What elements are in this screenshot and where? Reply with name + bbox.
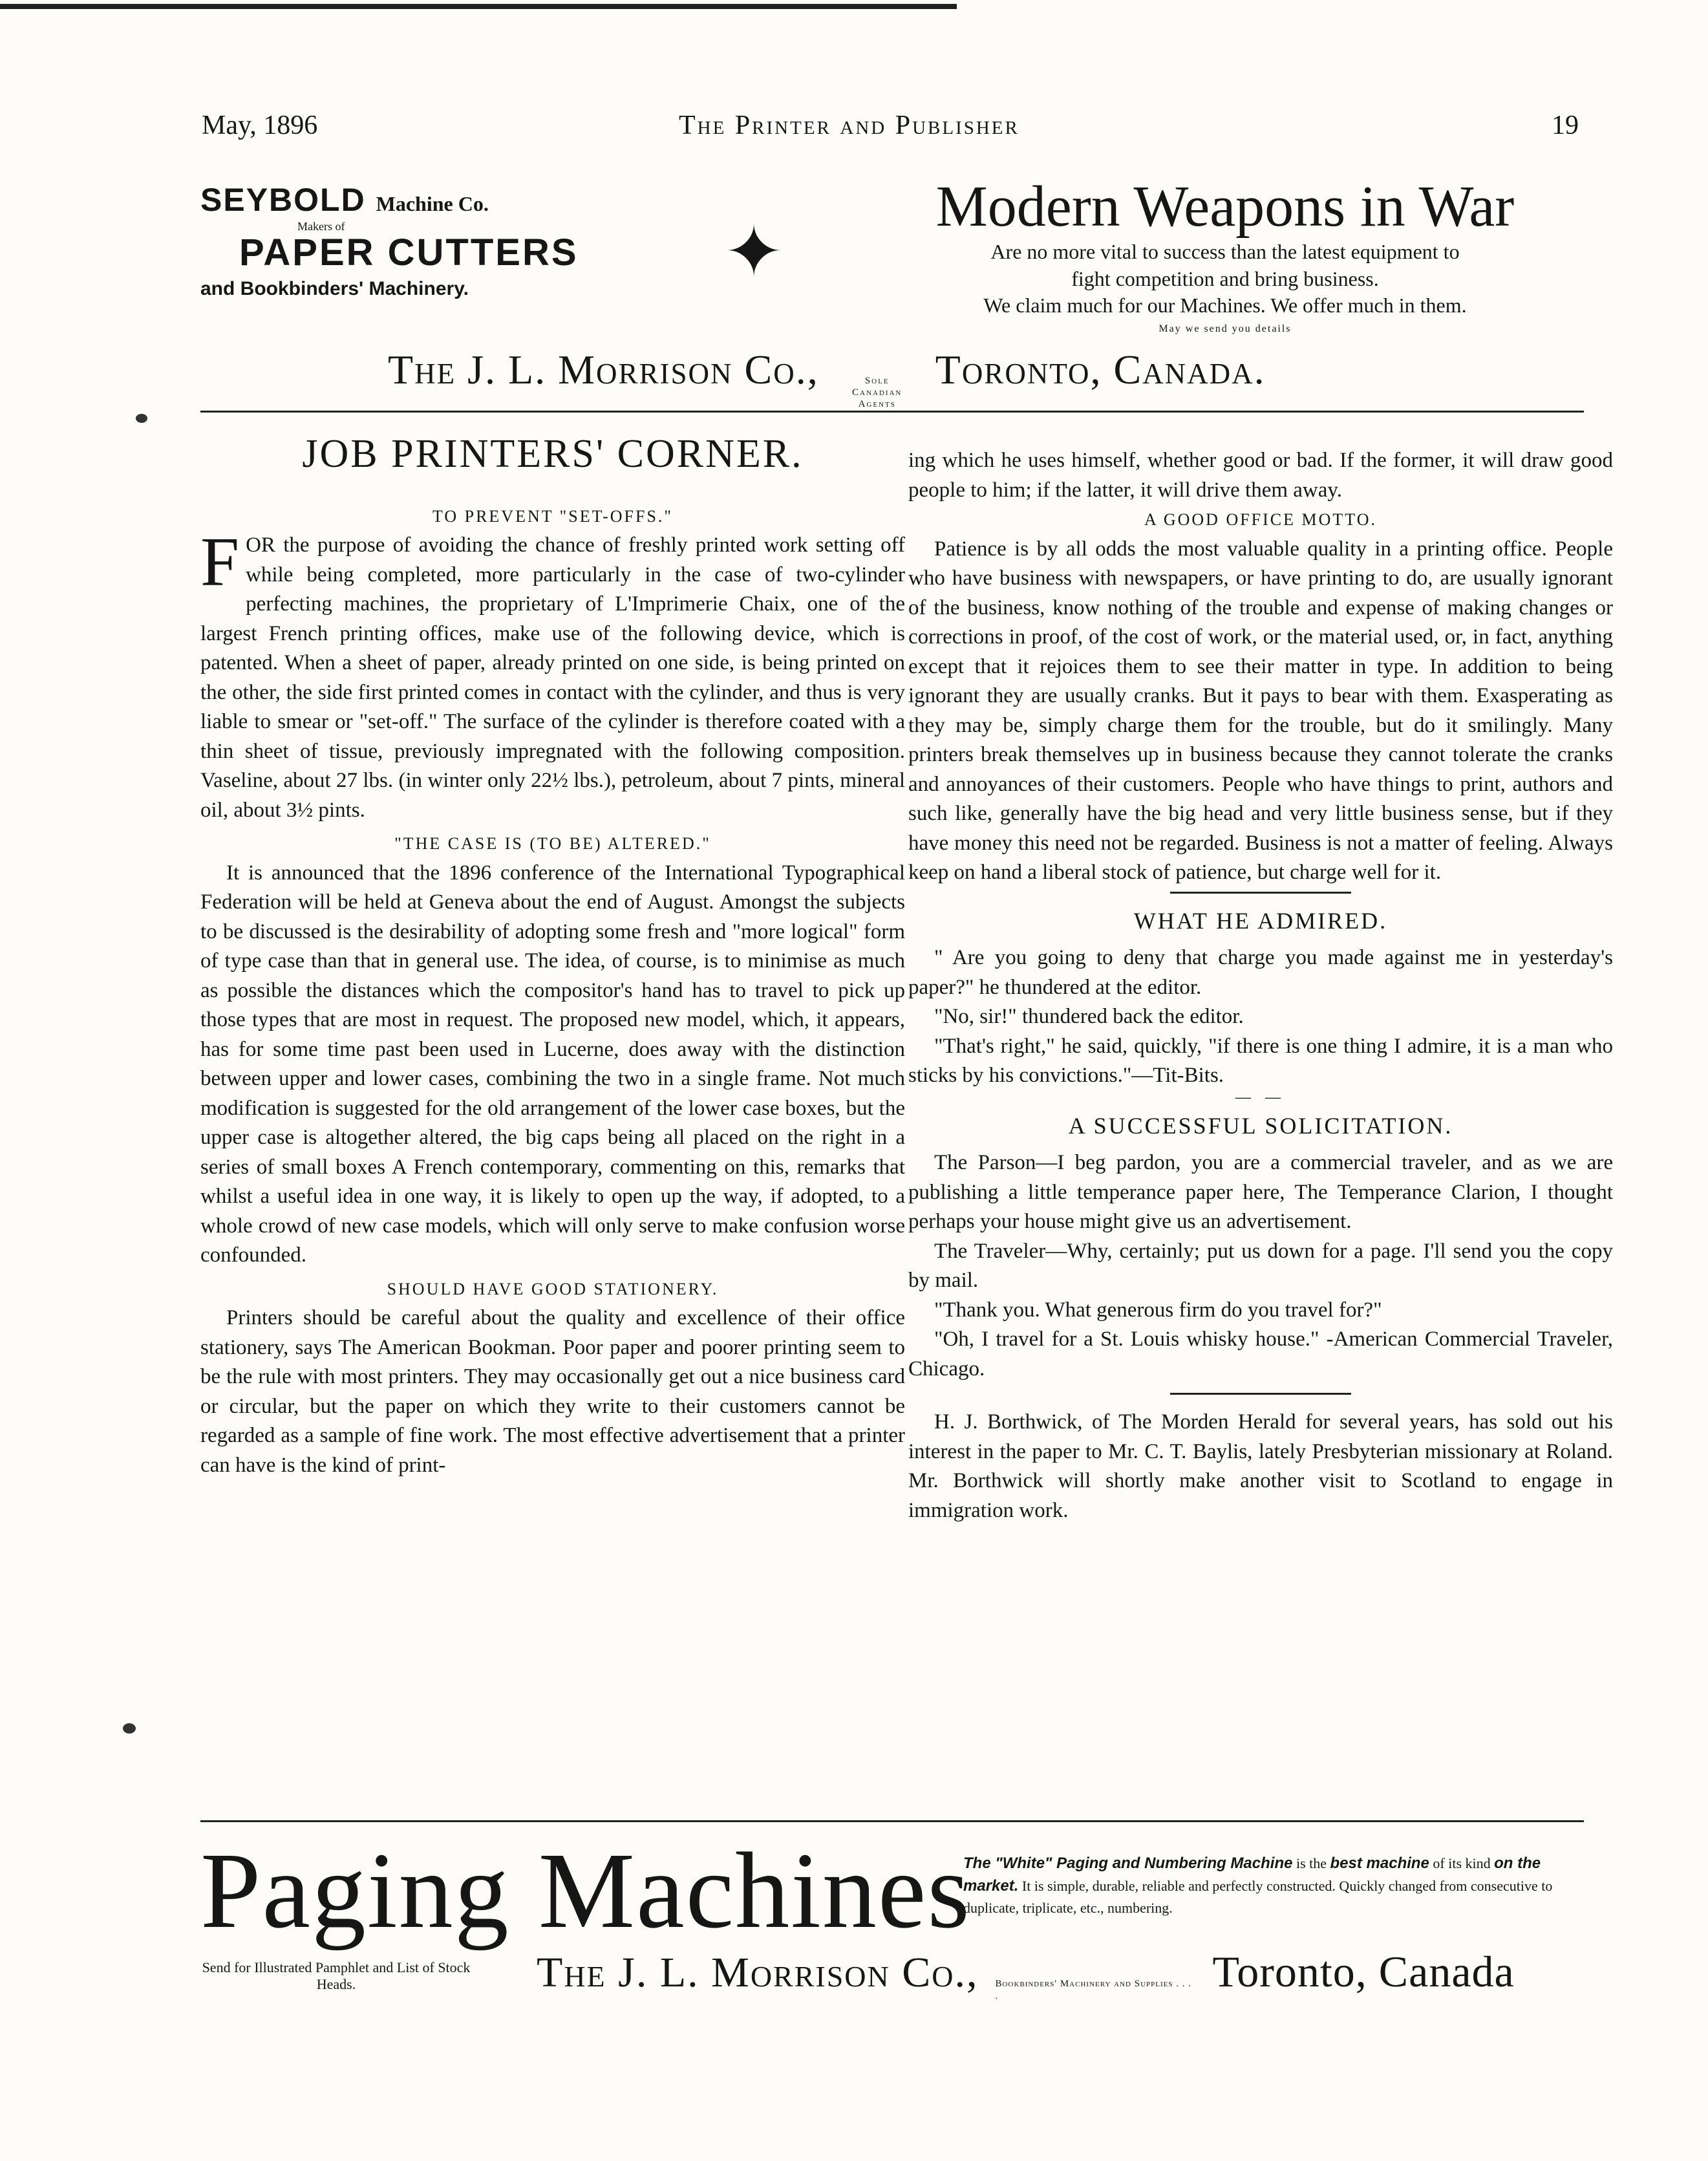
article-paragraph: The Traveler—Why, certainly; put us down for a page. I'll send you the copy by mail. bbox=[908, 1239, 1613, 1292]
section-head: A SUCCESSFUL SOLICITATION. bbox=[1068, 1112, 1453, 1139]
running-header-title: The Printer and Publisher bbox=[679, 111, 1019, 140]
section-rule bbox=[1170, 1393, 1351, 1395]
company-name: The J. L. Morrison Co., bbox=[537, 1949, 979, 1996]
send-for-pamphlet: Send for Illustrated Pamphlet and List of Stock Heads. bbox=[202, 1959, 471, 1993]
seybold-name: SEYBOLD Machine Co. bbox=[200, 182, 489, 218]
article-paragraph: It is announced that the 1896 conference of the International Typographical Federation will be held at Geneva about the end of August. Amongst the subjects to be discussed is the desirability of adopting some fresh and "more logical" form of type case than that in general use. The idea, of course, is to minimise as much as possible the distances which the compositor's hand has to travel to pick up those types that are most in request. The proposed new model, which, it appears, has for some time past been used in Lucerne, does away with the distinction between upper and lower cases, combining the two in a single frame. Not much modification is suggested for the old arrangement of the lower case boxes, but the upper case is altogether altered, the big caps being all placed on the right in a series of small boxes A French contemporary, commenting on this, remarks that whilst a useful idea in one way, it is likely to open up the way, if adopted, to a whole crowd of new case models, which will only serve to make confusion worse confounded. bbox=[200, 861, 905, 1267]
makers-of: Makers of bbox=[297, 220, 345, 233]
article-paragraph: Printers should be careful about the quality and excellence of their office stationery, says The American Bookman. Poor paper and poorer printing seem to be the rule with most printers. They may occasionally get out a nice business card or circular, but the paper on which they write to their customers cannot be regarded as a sample of fine work. The most effective advertisement that a printer can have is the kind of print- bbox=[200, 1306, 905, 1477]
scan-speck bbox=[123, 1723, 136, 1734]
section-head: A GOOD OFFICE MOTTO. bbox=[1144, 510, 1377, 529]
article-left-column bbox=[200, 432, 905, 1480]
divider-rule-bottom bbox=[200, 1820, 1584, 1822]
article-title: JOB PRINTERS' CORNER. bbox=[302, 432, 804, 476]
article-paragraph: ing which he uses himself, whether good or bad. If the former, it will draw good people to him; if the latter, it will drive them away. bbox=[908, 449, 1613, 502]
article-paragraph: H. J. Borthwick, of The Morden Herald for several years, has sold out his interest in the paper to Mr. C. T. Baylis, lately Presbyterian missionary at Roland. Mr. Borthwick will shortly make another visit to Scotland to engage in immigration work. bbox=[908, 1410, 1613, 1522]
morrison-signature-bottom bbox=[537, 1946, 1584, 2003]
ad-line: fight competition and bring business. bbox=[1071, 266, 1379, 290]
section-head: SHOULD HAVE GOOD STATIONERY. bbox=[387, 1279, 719, 1298]
company-city: Toronto, Canada. bbox=[935, 347, 1266, 392]
company-name: The J. L. Morrison Co., bbox=[388, 347, 819, 392]
running-header-date: May, 1896 bbox=[202, 111, 318, 140]
article-paragraph: FOR the purpose of avoiding the chance of freshly printed work setting off while being completed, more particularly in the case of two-cylinder perfecting machines, the proprietary of L'Imprimerie Chaix, one of the largest French printing offices, make use of the following device, which is patented. When a sheet of paper, already printed on one side, is being printed on the other, the side first printed comes in contact with the cylinder, and thus is very liable to smear or "set-off." The surface of the cylinder is therefore coated with a thin sheet of tissue, previously impregnated with the following composition. Vaseline, about 27 lbs. (in winter only 22½ lbs.), petroleum, about 7 pints, mineral oil, about 3½ pints. bbox=[200, 524, 905, 822]
send-details-note: May we send you details bbox=[1158, 323, 1292, 334]
article-paragraph: Patience is by all odds the most valuable quality in a printing office. People who have business with newspapers, or have printing to do, are usually ignorant of the business, know nothing of the trouble and expense of making changes or corrections in proof, of the cost of work, or the material used, or, in fact, anything except that it rejoices them to see their matter in type. In addition to being ignorant they are usually cranks. But it pays to bear with them. Exasperating as they may be, simply charge them for the trouble, but do it smilingly. Many printers break themselves up in business because they cannot tolerate the cranks and annoyances of their customers. People who have things to print, authors and such like, generally have the big head and very little business sense, but if they have money this need not be regarded. Business is not a matter of feeling. Always keep on hand a liberal stock of patience, but charge well for it. bbox=[908, 537, 1613, 884]
seybold-advertisement bbox=[200, 181, 653, 300]
company-city: Toronto, Canada bbox=[1212, 1947, 1515, 1996]
page-number: 19 bbox=[1552, 111, 1579, 140]
ad-line: Are no more vital to success than the latest equipment to bbox=[990, 240, 1460, 263]
paging-machines-headline: Paging Machines bbox=[200, 1831, 971, 1951]
section-rule bbox=[1170, 892, 1351, 894]
modern-weapons-headline: Modern Weapons in War bbox=[935, 175, 1515, 239]
article-paragraph: "Thank you. What generous firm do you travel for?" bbox=[934, 1298, 1382, 1322]
article-paragraph: The Parson—I beg pardon, you are a commercial traveler, and as we are publishing a little temperance paper here, The Temperance Clarion, I thought perhaps your house might give us an advertisement. bbox=[908, 1151, 1613, 1233]
bookbinders-machinery-note: Bookbinders' Machinery and Supplies . . . . bbox=[995, 1979, 1191, 2001]
article-paragraph: "No, sir!" thundered back the editor. bbox=[934, 1005, 1244, 1028]
article-paragraph: " Are you going to deny that charge you made against me in yesterday's paper?" he thundered at the editor. bbox=[908, 946, 1613, 999]
section-separator: — — bbox=[1235, 1088, 1286, 1106]
article-paragraph: "Oh, I travel for a St. Louis whisky house." -American Commercial Traveler, Chicago. bbox=[908, 1328, 1613, 1381]
section-head: "THE CASE IS (TO BE) ALTERED." bbox=[394, 834, 711, 853]
ornament-icon: ✦ bbox=[724, 213, 784, 292]
article-paragraph: "That's right," he said, quickly, "if there is one thing I admire, it is a man who sticks by his convictions."—Tit-Bits. bbox=[908, 1034, 1613, 1087]
ad-line: We claim much for our Machines. We offer much in them. bbox=[983, 294, 1467, 317]
article-right-column bbox=[908, 446, 1613, 1525]
morrison-signature-top bbox=[388, 346, 1422, 409]
modern-weapons-advertisement bbox=[860, 175, 1590, 335]
scan-edge-rule bbox=[0, 4, 957, 9]
sole-agents-note: Sole Canadian Agents bbox=[852, 376, 902, 409]
section-head: TO PREVENT "SET-OFFS." bbox=[432, 506, 674, 526]
paper-cutters: PAPER CUTTERS bbox=[239, 231, 579, 274]
paging-machine-description: The "White" Paging and Numbering Machine is the best machine of its kind on the market. It is simple, durable, reliable and perfectly constructed. Quickly changed from consecutive to duplicate, triplicate, etc., numbering. bbox=[963, 1855, 1553, 1916]
divider-rule-top bbox=[200, 411, 1584, 413]
scan-speck bbox=[136, 414, 147, 423]
drop-cap: F bbox=[200, 524, 240, 601]
section-head: WHAT HE ADMIRED. bbox=[1133, 907, 1388, 934]
bookbinders-machinery: and Bookbinders' Machinery. bbox=[200, 278, 469, 299]
